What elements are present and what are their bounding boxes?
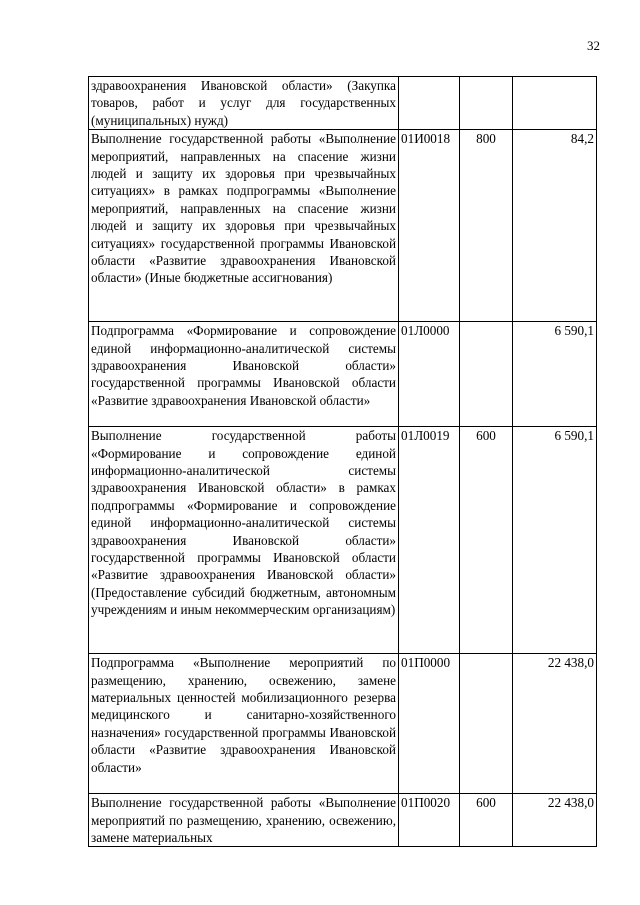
row-expense-type <box>460 322 513 427</box>
table-row <box>89 322 597 427</box>
table-row <box>89 130 597 322</box>
row-amount: 6 590,1 <box>513 322 597 427</box>
row-target-code: 01И0018 <box>399 130 460 322</box>
row-description: Выполнение государственной работы «Выполнение мероприятий, направленных на спасение жизни людей и защиту их здоровья при чрезвычайных ситуациях» в рамках подпрограммы «Выполнение мероприятий, направленных на спасение жизни людей и защиту их здоровья при чрезвычайных ситуациях» государственной программы Ивановской области «Развитие здравоохранения Ивановской области» (Иные бюджетные ассигнования) <box>89 130 399 322</box>
row-amount: 6 590,1 <box>513 427 597 654</box>
row-expense-type <box>460 77 513 130</box>
row-target-code: 01Л0000 <box>399 322 460 427</box>
row-description: Выполнение государственной работы «Формирование и сопровождение единой информационно-аналитической системы здравоохранения Ивановской области» в рамках подпрограммы «Формирование и сопровождение единой информационно-аналитической системы здравоохранения Ивановской области» государственной программы Ивановской области «Развитие здравоохранения Ивановской области» (Предоставление субсидий бюджетным, автономным учреждениям и иным некоммерческим организациям) <box>89 427 399 654</box>
row-target-code: 01П0000 <box>399 654 460 794</box>
table-row <box>89 794 597 847</box>
table-row <box>89 654 597 794</box>
row-target-code: 01Л0019 <box>399 427 460 654</box>
row-expense-type: 800 <box>460 130 513 322</box>
row-expense-type: 600 <box>460 794 513 847</box>
row-amount <box>513 77 597 130</box>
row-expense-type <box>460 654 513 794</box>
row-amount: 84,2 <box>513 130 597 322</box>
row-expense-type: 600 <box>460 427 513 654</box>
row-target-code: 01П0020 <box>399 794 460 847</box>
page-number: 32 <box>587 38 600 53</box>
row-target-code <box>399 77 460 130</box>
row-description: Выполнение государственной работы «Выполнение мероприятий по размещению, хранению, освежению, замене материальных <box>89 794 399 847</box>
table-row <box>89 77 597 130</box>
row-description: Подпрограмма «Формирование и сопровождение единой информационно-аналитической системы здравоохранения Ивановской области» государственной программы Ивановской области «Развитие здравоохранения Ивановской области» <box>89 322 399 427</box>
row-amount: 22 438,0 <box>513 654 597 794</box>
row-amount: 22 438,0 <box>513 794 597 847</box>
row-description: Подпрограмма «Выполнение мероприятий по размещению, хранению, освежению, замене материальных ценностей мобилизационного резерва медицинского и санитарно-хозяйственного назначения» государственной программы Ивановской области «Развитие здравоохранения Ивановской области» <box>89 654 399 794</box>
table-row <box>89 427 597 654</box>
budget-table <box>88 76 597 847</box>
row-description: здравоохранения Ивановской области» (Закупка товаров, работ и услуг для государственных (муниципальных) нужд) <box>89 77 399 130</box>
